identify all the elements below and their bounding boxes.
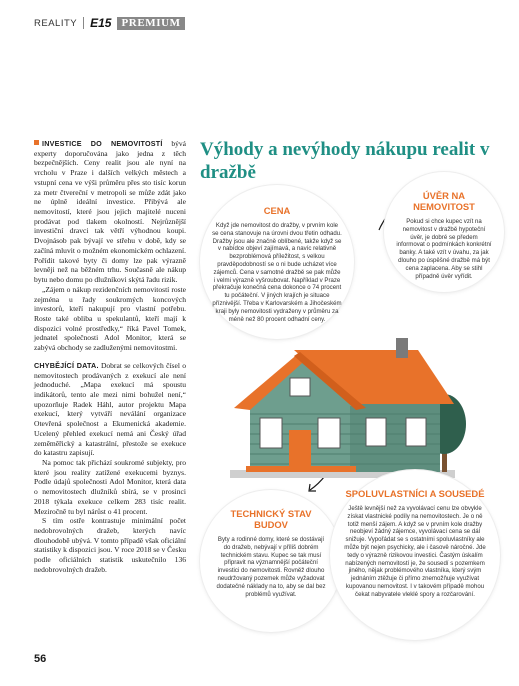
window-shape — [318, 418, 340, 448]
cena-title: CENA — [263, 205, 291, 216]
uver-text: Pokud si chce kupec vzít na nemovitost v dražbě hypoteční úvěr, je dobré se předem informovat o podmínkách konkrétní banky. A také vzít v úvahu, za jak dlouho po úspěšné dražbě má být cena zaplacena. Aby se stihl případně úvěr vyřídit. — [396, 218, 492, 280]
window-shape — [406, 418, 426, 446]
uver-title: ÚVĚR NA NEMOVITOST — [413, 190, 475, 212]
uver-box — [396, 190, 492, 280]
bullet-square-icon — [34, 140, 39, 145]
chimney-shape — [396, 338, 408, 358]
house-illustration — [210, 338, 480, 488]
header-divider — [83, 17, 84, 29]
paragraph-1-head: INVESTICE DO NEMOVITOSTÍ — [42, 139, 163, 148]
section-label: REALITY — [34, 17, 78, 29]
paragraph-3-body: Dobrat se celkových čísel o nemovitostech prodávaných z exekucí ale není jednoduché. „Mapa exekucí má spoustu indikátorů, tento ale mezi nimi bohužel není,“ upozorňuje Radek Háhl, autor projektu Mapa exekucí, který vytváří neválání organizace Otevřená společnost a Ekumenická akademie. Ucelený přehled exekucí nemá ani Český úřad zeměměřický a katastrální, přestože se exekuce do katastru zapisují. — [34, 360, 186, 458]
article-column — [34, 139, 186, 575]
technicky-title: TECHNICKÝ STAV BUDOV — [230, 508, 312, 530]
e15-logo: E15 — [90, 16, 112, 30]
paragraph-4: Na pomoc tak přichází soukromé subjekty, pro které jsou reality zatížené exekucemi byznys. Podle údajů společnosti Adol Monitor, která data o nemovitostech dlužníků sbírá, se v prosinci 2018 týkala exekuce celkem 283 tisíc realit. Meziročně tu byl nárůst o 41 procent. — [34, 458, 186, 516]
cena-text: Když jde nemovitost do dražby, v prvním kole se cena stanovuje na úrovni dvou třetin odhadu. Dražby jsou ale značně oblíbené, takže když se v nabídce objeví zajímavá, a navíc relativně bezproblémová příležitost, s velkou pravděpodobností se o ni bude ucházet více zájemců. Cena v samotné dražbě se pak může i velmi výrazně vyšroubovat. Například v Praze překračuje konečná cena dokonce o 74 procent tu počáteční. V jiných krajích je situace příznivější. Třeba v Karlovarském a Jihočeském kraji byly nemovitosti vydraženy v průměru za méně než 80 procent odhadní ceny. — [212, 222, 342, 323]
paragraph-3 — [34, 361, 186, 458]
premium-badge: PREMIUM — [117, 17, 184, 30]
paragraph-1 — [34, 139, 186, 285]
technicky-box — [214, 508, 328, 598]
porch-shape — [246, 466, 356, 472]
spoluvlastnici-text: Ještě levnější než za vyvolávací cenu lze obvykle získat vlastnické podíly na nemovitostech. Je o ně totiž menší zájem. A když se v prvním kole dražby neobjeví žádný zájemce, vyvolávací cena se dál snižuje. Vypořádat se s ostatními spoluvlastníky ale může být nejen psychicky, ale i časově náročné. Jde tedy o výrazně rizikovou investici. Častým úskalím nabízených nemovitostí je, že sousedí s pozemkem jiného, nějak problémového vlastníka, který svým jednáním ztěžuje či přímo znemožňuje využívat kupovanou nemovitost. I v takovém případě mohou čekat nabyvatele vleklé spory a rozčarování. — [344, 505, 486, 598]
window-shape — [260, 418, 282, 448]
paragraph-2: „Zájem o nákup rezidenčních nemovitostí roste zejména u řady soukromých koncových investorů, kteří nakupují pro vlastní potřebu. Roste také obliba u spekulantů, kteří mají k dispozici volné prostředky,“ říká Pavel Tomek, jednatel společnosti Adol Monitor, která se zabývá obchody se zadluženými nemovitostmi. — [34, 284, 186, 353]
spoluvlastnici-box — [342, 488, 488, 599]
page-header — [34, 16, 185, 30]
window-shape — [366, 418, 386, 446]
spoluvlastnici-title: SPOLUVLASTNÍCI A SOUSEDÉ — [345, 488, 485, 499]
cena-box — [212, 205, 342, 323]
paragraph-1-body: bývá experty doporučována jako jedna z těch bezpečnějších. Ceny realit jsou ale nyní na vrcholu v Praze i dalších velkých městech a vstupní cena ve výši průměru přes sto tisíc korun za metr čtvereční v metropoli se může zdát jako ne úplně ideální investice. Přibývá ale nemovitostí, které jsou jejich majitelé nuceni prodávat pod tlakem okolností. Nejrůznější investiční dravci tak větří výhodnou koupi. Dvojnásob pak bývají ve střehu v době, kdy se začíná mluvit o možném ekonomickém ochlazení. Pořídit takové byty či domy lze pak výrazně levněji než na běžném trhu. Současně ale nákup bytu nebo domu po dlužníkovi skýtá řadu rizik. — [34, 139, 186, 285]
technicky-text: Byty a rodinné domy, které se dostávají do dražeb, nebývají v příliš dobrém technickém stavu. Kupec se tak musí připravit na významnější počáteční investici do nemovitosti. Rovněž dlouho neudržovaný pozemek může vyžadovat dodatečné náklady na to, aby se dal bez problémů využívat. — [216, 536, 326, 598]
paragraph-5: S tím ostře kontrastuje minimální počet nedobrovolných dražeb, kterých navíc dlouhodobě ubývá. V tomto případě však oficiální statistiky k dispozici jsou. V roce 2018 se v Česku podle oficiálních statistik uskutečnilo 136 nedobrovolných dražeb. — [34, 516, 186, 574]
door-shape — [289, 430, 311, 472]
infographic-title: Výhody a nevýhody nákupu realit v dražbě — [200, 139, 490, 183]
gable-window — [290, 378, 310, 396]
page-number: 56 — [34, 653, 47, 665]
paragraph-3-head: CHYBĚJÍCÍ DATA. — [34, 360, 99, 370]
